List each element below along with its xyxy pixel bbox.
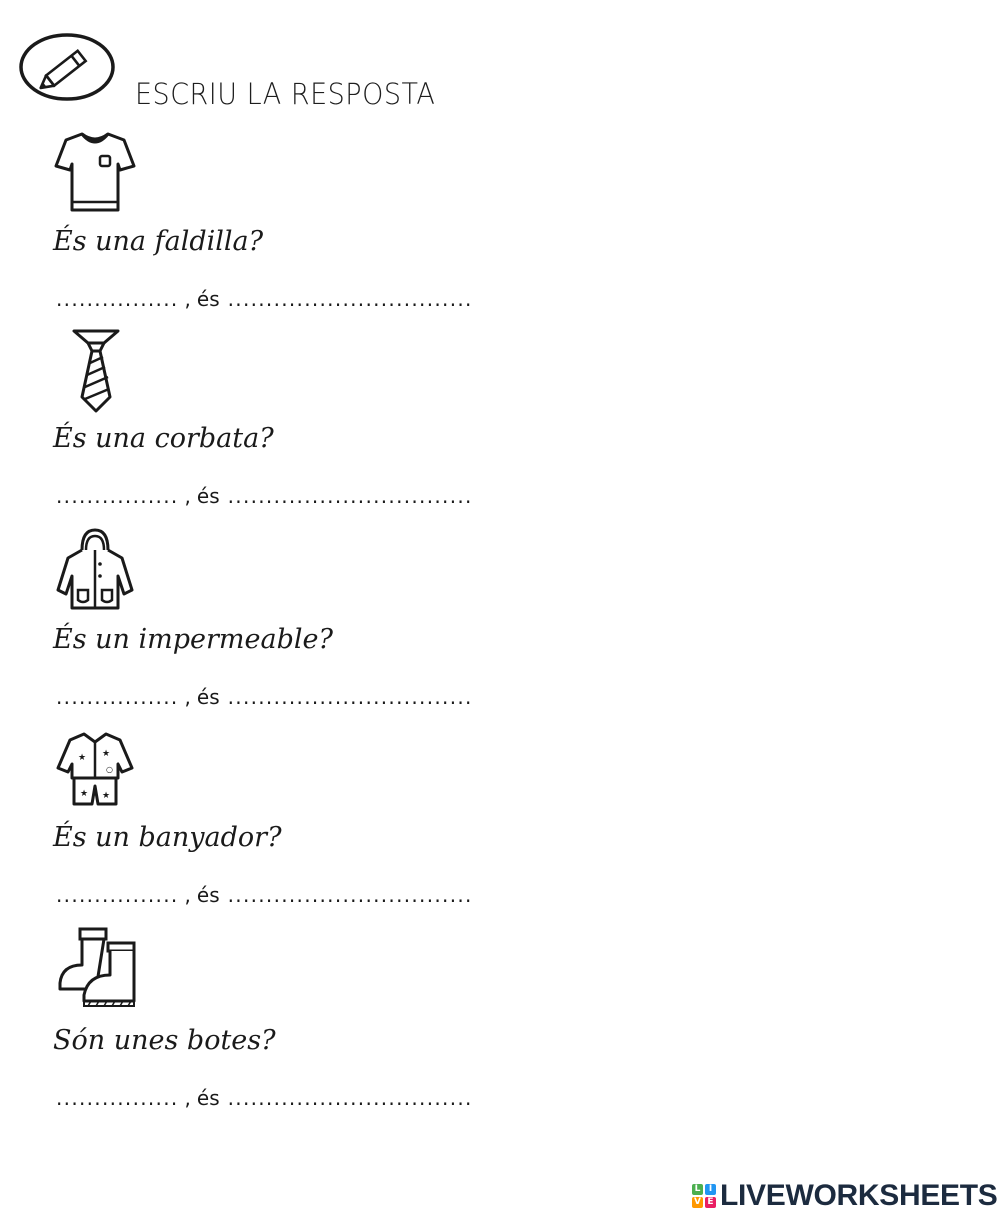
comma: , bbox=[184, 685, 191, 709]
question-block bbox=[0, 130, 1000, 330]
question-block bbox=[0, 327, 1000, 527]
page-title: ESCRIU LA RESPOSTA bbox=[135, 78, 436, 112]
answer-blank-yes-no[interactable]: ................ bbox=[56, 1086, 179, 1110]
svg-text:★: ★ bbox=[78, 753, 87, 763]
answer-word: és bbox=[196, 685, 220, 709]
svg-text:★: ★ bbox=[80, 789, 89, 799]
answer-word: és bbox=[196, 287, 220, 311]
comma: , bbox=[184, 1086, 191, 1110]
answer-blank-garment[interactable]: ................................ bbox=[227, 685, 473, 709]
tshirt-icon bbox=[52, 130, 138, 216]
question-text: És un banyador? bbox=[53, 822, 282, 853]
answer-blank-yes-no[interactable]: ................ bbox=[56, 685, 179, 709]
question-text: És un impermeable? bbox=[53, 624, 333, 655]
answer-line bbox=[56, 685, 473, 709]
raincoat-icon bbox=[52, 528, 138, 614]
answer-word: és bbox=[196, 883, 220, 907]
logo-letter: E bbox=[705, 1197, 716, 1208]
logo-mark-icon bbox=[692, 1184, 716, 1208]
pencil-icon bbox=[18, 32, 116, 102]
question-text: És una corbata? bbox=[53, 423, 274, 454]
comma: , bbox=[184, 484, 191, 508]
svg-text:★: ★ bbox=[102, 749, 111, 759]
answer-blank-yes-no[interactable]: ................ bbox=[56, 287, 179, 311]
answer-line bbox=[56, 883, 473, 907]
necktie-icon bbox=[52, 327, 138, 413]
question-block bbox=[0, 528, 1000, 728]
question-block bbox=[0, 925, 1000, 1125]
logo-letter: V bbox=[692, 1197, 703, 1208]
svg-text:★: ★ bbox=[102, 791, 111, 801]
answer-word: és bbox=[196, 484, 220, 508]
answer-blank-garment[interactable]: ................................ bbox=[227, 883, 473, 907]
answer-line bbox=[56, 484, 473, 508]
answer-blank-garment[interactable]: ................................ bbox=[227, 287, 473, 311]
answer-blank-garment[interactable]: ................................ bbox=[227, 1086, 473, 1110]
answer-word: és bbox=[196, 1086, 220, 1110]
question-block bbox=[0, 726, 1000, 926]
svg-text:○: ○ bbox=[106, 765, 113, 774]
logo-text: LIVEWORKSHEETS bbox=[720, 1179, 998, 1212]
question-text: És una faldilla? bbox=[53, 226, 264, 257]
comma: , bbox=[184, 287, 191, 311]
comma: , bbox=[184, 883, 191, 907]
answer-blank-yes-no[interactable]: ................ bbox=[56, 484, 179, 508]
pajamas-icon bbox=[52, 726, 138, 812]
boots-icon bbox=[52, 925, 138, 1011]
answer-blank-garment[interactable]: ................................ bbox=[227, 484, 473, 508]
answer-blank-yes-no[interactable]: ................ bbox=[56, 883, 179, 907]
logo-letter: L bbox=[692, 1184, 703, 1195]
answer-line bbox=[56, 287, 473, 311]
logo-letter: I bbox=[705, 1184, 716, 1195]
answer-line bbox=[56, 1086, 473, 1110]
question-text: Són unes botes? bbox=[53, 1025, 276, 1056]
liveworksheets-logo[interactable] bbox=[692, 1180, 998, 1212]
